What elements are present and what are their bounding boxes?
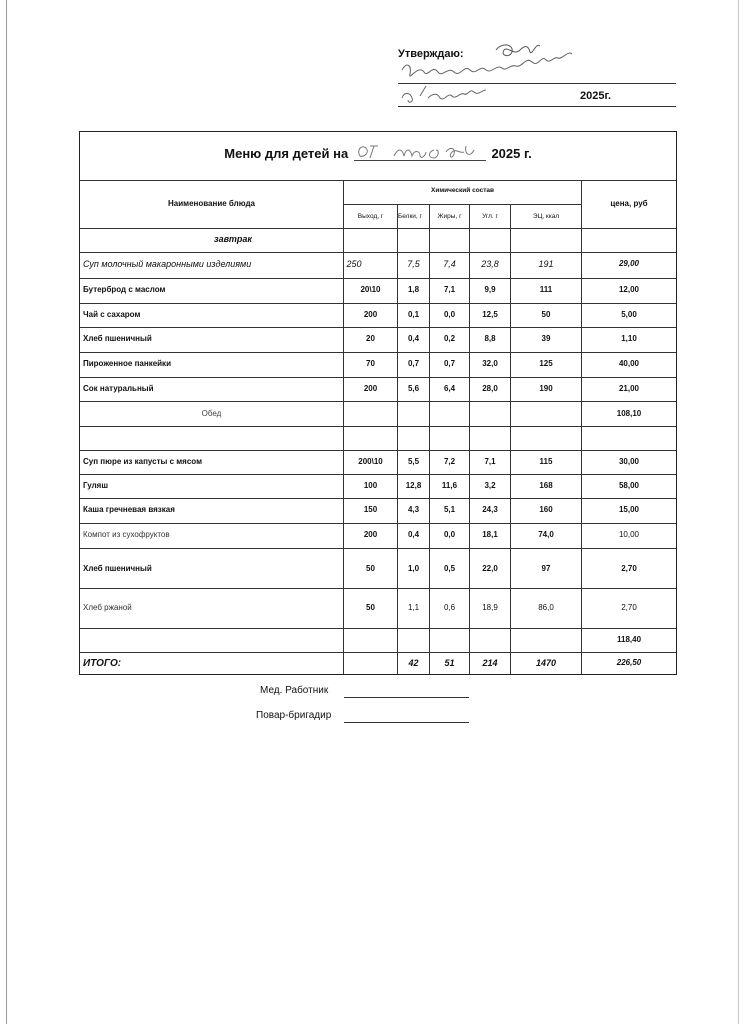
scan-edge-right xyxy=(738,0,739,1024)
date-handwriting-icon xyxy=(354,140,486,162)
grid-line xyxy=(80,548,676,549)
dish-yield: 150 xyxy=(363,505,378,514)
dish-price: 58,00 xyxy=(618,481,640,490)
grid-line xyxy=(80,523,676,524)
grid-line xyxy=(80,498,676,499)
dish-fat: 7,1 xyxy=(443,285,456,294)
menu-table xyxy=(79,131,677,675)
grid-line xyxy=(80,228,676,229)
dish-name: Хлеб ржаной xyxy=(83,603,132,612)
grid-line xyxy=(80,303,676,304)
dish-price: 2,70 xyxy=(621,603,637,612)
grid-line xyxy=(80,377,676,378)
dish-fat: 5,1 xyxy=(443,505,456,514)
dish-name: Суп пюре из капусты с мясом xyxy=(83,457,202,466)
dish-energy: 190 xyxy=(539,384,553,393)
dish-protein: 12,8 xyxy=(405,481,422,490)
dish-energy: 115 xyxy=(539,457,553,466)
dish-carbs: 18,1 xyxy=(482,530,498,539)
dish-price: 10,00 xyxy=(618,530,640,539)
dish-name: Компот из сухофруктов xyxy=(83,530,170,539)
dish-protein: 0,1 xyxy=(407,310,420,319)
dish-yield: 20 xyxy=(366,334,375,343)
menu-title-suffix: 2025 г. xyxy=(491,146,532,161)
dish-carbs: 9,9 xyxy=(484,285,496,294)
dish-energy: 39 xyxy=(541,334,551,343)
grand-total-label: ИТОГО: xyxy=(83,658,122,669)
grand-total-energy: 1470 xyxy=(535,658,557,668)
dish-energy: 50 xyxy=(541,310,551,319)
dish-fat: 0,2 xyxy=(443,334,456,343)
dish-fat: 0,6 xyxy=(443,603,456,612)
dish-yield: 200 xyxy=(363,384,378,393)
grid-line xyxy=(80,252,676,253)
dish-energy: 111 xyxy=(539,285,553,294)
dish-carbs: 7,1 xyxy=(484,457,496,466)
dish-fat: 11,6 xyxy=(441,481,458,490)
approval-year: 2025г. xyxy=(580,90,612,102)
dish-yield: 50 xyxy=(366,603,375,612)
lunch-total: 118,40 xyxy=(616,635,642,644)
approval-line-2 xyxy=(398,106,676,107)
grand-total-protein: 42 xyxy=(408,658,419,668)
approval-label: Утверждаю: xyxy=(398,48,464,60)
date-handwritten xyxy=(354,146,486,161)
dish-fat: 0,0 xyxy=(443,530,456,539)
grid-line xyxy=(344,204,581,205)
dish-energy: 125 xyxy=(539,359,553,368)
menu-title-prefix: Меню для детей на xyxy=(224,146,349,161)
grid-line xyxy=(343,180,344,674)
menu-title xyxy=(80,146,676,161)
grid-line xyxy=(581,180,582,674)
chef-signature-label: Повар-бригадир xyxy=(256,710,332,721)
medic-signature-label: Мед. Работник xyxy=(260,685,329,696)
dish-carbs: 18,9 xyxy=(482,603,498,612)
dish-protein: 5,5 xyxy=(407,457,420,466)
dish-protein: 0,4 xyxy=(407,334,420,343)
dish-fat: 0,0 xyxy=(443,310,456,319)
dish-price: 30,00 xyxy=(618,457,640,466)
grid-line xyxy=(80,352,676,353)
header-dish-name: Наименование блюда xyxy=(168,199,255,208)
dish-yield: 100 xyxy=(363,481,378,490)
header-chem: Химический состав xyxy=(430,187,494,194)
section-lunch: Обед xyxy=(201,409,222,418)
breakfast-total: 108,10 xyxy=(616,409,642,418)
dish-energy: 168 xyxy=(539,481,553,490)
dish-price: 29,00 xyxy=(618,259,640,268)
dish-price: 5,00 xyxy=(621,310,637,319)
dish-yield: 200\10 xyxy=(358,457,383,466)
grid-line xyxy=(80,278,676,279)
dish-price: 2,70 xyxy=(621,564,637,573)
dish-carbs: 22,0 xyxy=(482,564,498,573)
dish-fat: 7,4 xyxy=(443,259,456,269)
dish-carbs: 32,0 xyxy=(482,359,498,368)
dish-carbs: 28,0 xyxy=(482,384,498,393)
grand-total-price: 226,50 xyxy=(616,658,642,667)
dish-yield: 250 xyxy=(346,259,362,269)
dish-name: Бутерброд с маслом xyxy=(83,285,166,294)
dish-fat: 0,5 xyxy=(443,564,456,573)
dish-carbs: 23,8 xyxy=(481,259,499,269)
dish-fat: 7,2 xyxy=(443,457,456,466)
dish-yield: 20\10 xyxy=(360,285,381,294)
dish-protein: 0,7 xyxy=(407,359,420,368)
dish-name: Хлеб пшеничный xyxy=(83,334,152,343)
dish-energy: 160 xyxy=(539,505,553,514)
approval-line-1 xyxy=(398,83,676,84)
scan-edge-left xyxy=(6,0,7,1024)
header-price: цена, руб xyxy=(610,199,648,208)
dish-fat: 0,7 xyxy=(443,359,456,368)
medic-signature-line xyxy=(344,697,469,698)
header-energy: ЭЦ, ккал xyxy=(532,213,560,220)
dish-energy: 74,0 xyxy=(538,530,554,539)
dish-protein: 1,0 xyxy=(407,564,420,573)
section-breakfast: завтрак xyxy=(214,234,252,244)
grand-total-carbs: 214 xyxy=(482,658,498,668)
dish-price: 40,00 xyxy=(618,359,640,368)
dish-name: Хлеб пшеничный xyxy=(83,564,152,573)
dish-yield: 50 xyxy=(366,564,375,573)
dish-price: 21,00 xyxy=(618,384,640,393)
grid-line xyxy=(80,474,676,475)
grid-line xyxy=(80,628,676,629)
dish-protein: 1,1 xyxy=(407,603,420,612)
dish-name: Чай с сахаром xyxy=(83,310,141,319)
dish-yield: 70 xyxy=(366,359,375,368)
dish-yield: 200 xyxy=(363,310,378,319)
dish-protein: 7,5 xyxy=(407,259,420,269)
dish-name: Пироженное панкейки xyxy=(83,359,171,368)
dish-energy: 97 xyxy=(541,564,551,573)
header-fat: Жиры, г xyxy=(437,213,462,220)
grid-line xyxy=(80,426,676,427)
grid-line xyxy=(80,180,676,181)
dish-carbs: 24,3 xyxy=(482,505,498,514)
grid-line xyxy=(80,652,676,653)
dish-energy: 86,0 xyxy=(538,603,554,612)
approval-block xyxy=(398,40,676,110)
dish-price: 12,00 xyxy=(618,285,640,294)
grand-total-fat: 51 xyxy=(444,658,455,668)
grid-line xyxy=(80,401,676,402)
grid-line xyxy=(80,327,676,328)
dish-yield: 200 xyxy=(363,530,378,539)
dish-price: 15,00 xyxy=(618,505,640,514)
header-yield: Выход, г xyxy=(357,213,384,220)
dish-name: Гуляш xyxy=(83,481,108,490)
grid-line xyxy=(80,450,676,451)
dish-protein: 1,8 xyxy=(407,285,420,294)
dish-energy: 191 xyxy=(538,259,554,269)
chef-signature-line xyxy=(344,722,469,723)
approval-signature xyxy=(398,40,676,110)
dish-price: 1,10 xyxy=(621,334,637,343)
header-carbs: Угл. г xyxy=(482,213,498,220)
dish-carbs: 8,8 xyxy=(484,334,496,343)
dish-name: Каша гречневая вязкая xyxy=(83,505,175,514)
dish-protein: 5,6 xyxy=(407,384,420,393)
grid-line xyxy=(80,588,676,589)
dish-carbs: 3,2 xyxy=(484,481,496,490)
dish-name: Суп молочный макаронными изделиями xyxy=(83,259,252,269)
dish-protein: 4,3 xyxy=(407,505,420,514)
dish-protein: 0,4 xyxy=(407,530,420,539)
dish-name: Сок натуральный xyxy=(83,384,154,393)
dish-carbs: 12,5 xyxy=(482,310,498,319)
header-protein: Белки, г xyxy=(398,213,422,220)
dish-fat: 6,4 xyxy=(443,384,456,393)
